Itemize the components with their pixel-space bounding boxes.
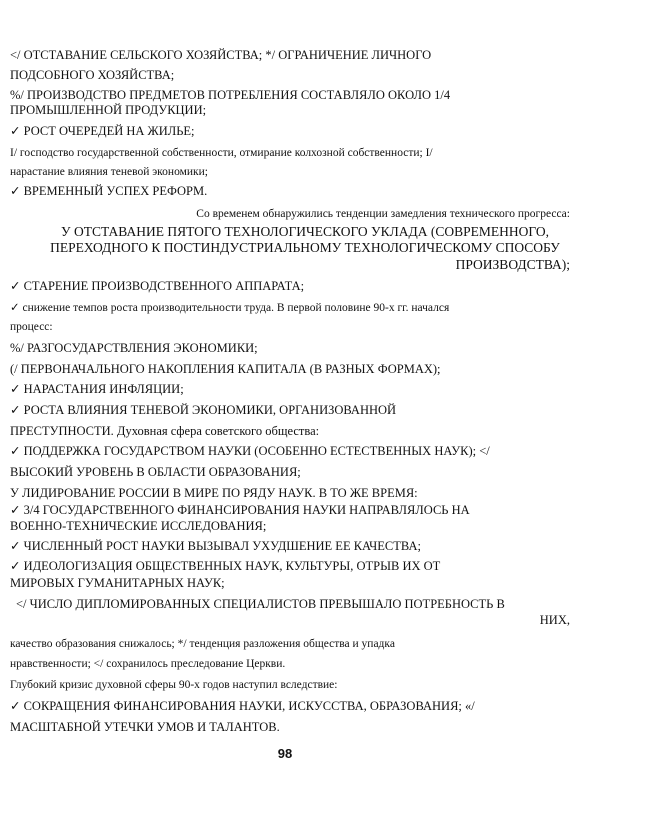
text-line: ✓ ВРЕМЕННЫЙ УСПЕХ РЕФОРМ. [10,184,208,198]
text-line: ВОЕННО-ТЕХНИЧЕСКИЕ ИССЛЕДОВАНИЯ; [10,519,267,533]
text-line: ПРЕСТУПНОСТИ. Духовная сфера советского общества: [10,424,320,438]
text-line: ПРОИЗВОДСТВА); [455,257,570,272]
text-line: ✓ ПОДДЕРЖКА ГОСУДАРСТВОМ НАУКИ (ОСОБЕННО ЕСТЕСТВЕННЫХ НАУК); </ [10,444,490,458]
text-line: нравственности; </ сохранилось преследование Церкви. [10,658,286,670]
text-line: Глубокий кризис духовной сферы 90-х годов наступил вследствие: [10,679,338,691]
text-line: У ОТСТАВАНИЕ ПЯТОГО ТЕХНОЛОГИЧЕСКОГО УКЛАДА (СОВРЕМЕННОГО, [61,224,549,239]
text-line: качество образования снижалось; */ тенденция разложения общества и упадка [10,638,395,650]
text-line: %/ ПРОИЗВОДСТВО ПРЕДМЕТОВ ПОТРЕБЛЕНИЯ СОСТАВЛЯЛО ОКОЛО 1/4 [10,88,451,102]
text-line: процесс: [10,321,53,333]
text-line: нарастание влияния теневой экономики; [10,166,208,178]
text-line: ✓ 3/4 ГОСУДАРСТВЕННОГО ФИНАНСИРОВАНИЯ НАУКИ НАПРАВЛЯЛОСЬ НА [10,503,470,517]
text-line: НИХ, [539,613,570,627]
text-line: ✓ РОСТА ВЛИЯНИЯ ТЕНЕВОЙ ЭКОНОМИКИ, ОРГАНИЗОВАННОЙ [10,403,397,417]
text-line: ✓ ИДЕОЛОГИЗАЦИЯ ОБЩЕСТВЕННЫХ НАУК, КУЛЬТУРЫ, ОТРЫВ ИХ ОТ [10,559,441,573]
text-line: (/ ПЕРВОНАЧАЛЬНОГО НАКОПЛЕНИЯ КАПИТАЛА (В РАЗНЫХ ФОРМАХ); [10,362,441,376]
text-line: У ЛИДИРОВАНИЕ РОССИИ В МИРЕ ПО РЯДУ НАУК. В ТО ЖЕ ВРЕМЯ: [10,486,418,500]
text-line: ✓ СОКРАЩЕНИЯ ФИНАНСИРОВАНИЯ НАУКИ, ИСКУССТВА, ОБРАЗОВАНИЯ; «/ [10,699,475,713]
text-line: ✓ НАРАСТАНИЯ ИНФЛЯЦИИ; [10,382,184,396]
text-line: ✓ ЧИСЛЕННЫЙ РОСТ НАУКИ ВЫЗЫВАЛ УХУДШЕНИЕ ЕЕ КАЧЕСТВА; [10,539,421,553]
text-line: ПЕРЕХОДНОГО К ПОСТИНДУСТРИАЛЬНОМУ ТЕХНОЛОГИЧЕСКОМУ СПОСОБУ [50,240,560,255]
text-line: МАСШТАБНОЙ УТЕЧКИ УМОВ И ТАЛАНТОВ. [10,720,280,734]
text-line: </ ЧИСЛО ДИПЛОМИРОВАННЫХ СПЕЦИАЛИСТОВ ПРЕВЫШАЛО ПОТРЕБНОСТЬ В [16,597,505,611]
page-number: 98 [277,746,293,761]
text-line: ВЫСОКИЙ УРОВЕНЬ В ОБЛАСТИ ОБРАЗОВАНИЯ; [10,465,301,479]
text-line: ✓ снижение темпов роста производительности труда. В первой половине 90-х гг. начался [10,302,450,314]
text-line: ПРОМЫШЛЕННОЙ ПРОДУКЦИИ; [10,103,207,117]
text-line: </ ОТСТАВАНИЕ СЕЛЬСКОГО ХОЗЯЙСТВА; */ ОГРАНИЧЕНИЕ ЛИЧНОГО [10,48,432,62]
text-line: ПОДСОБНОГО ХОЗЯЙСТВА; [10,68,175,82]
text-line: I/ господство государственной собственности, отмирание колхозной собственности; I/ [10,147,433,159]
text-line: ✓ СТАРЕНИЕ ПРОИЗВОДСТВЕННОГО АППАРАТА; [10,279,305,293]
text-line: Со временем обнаружились тенденции замедления технического прогресса: [196,208,570,220]
text-line: %/ РАЗГОСУДАРСТВЛЕНИЯ ЭКОНОМИКИ; [10,341,258,355]
text-line: МИРОВЫХ ГУМАНИТАРНЫХ НАУК; [10,576,225,590]
text-line: ✓ РОСТ ОЧЕРЕДЕЙ НА ЖИЛЬЕ; [10,124,195,138]
